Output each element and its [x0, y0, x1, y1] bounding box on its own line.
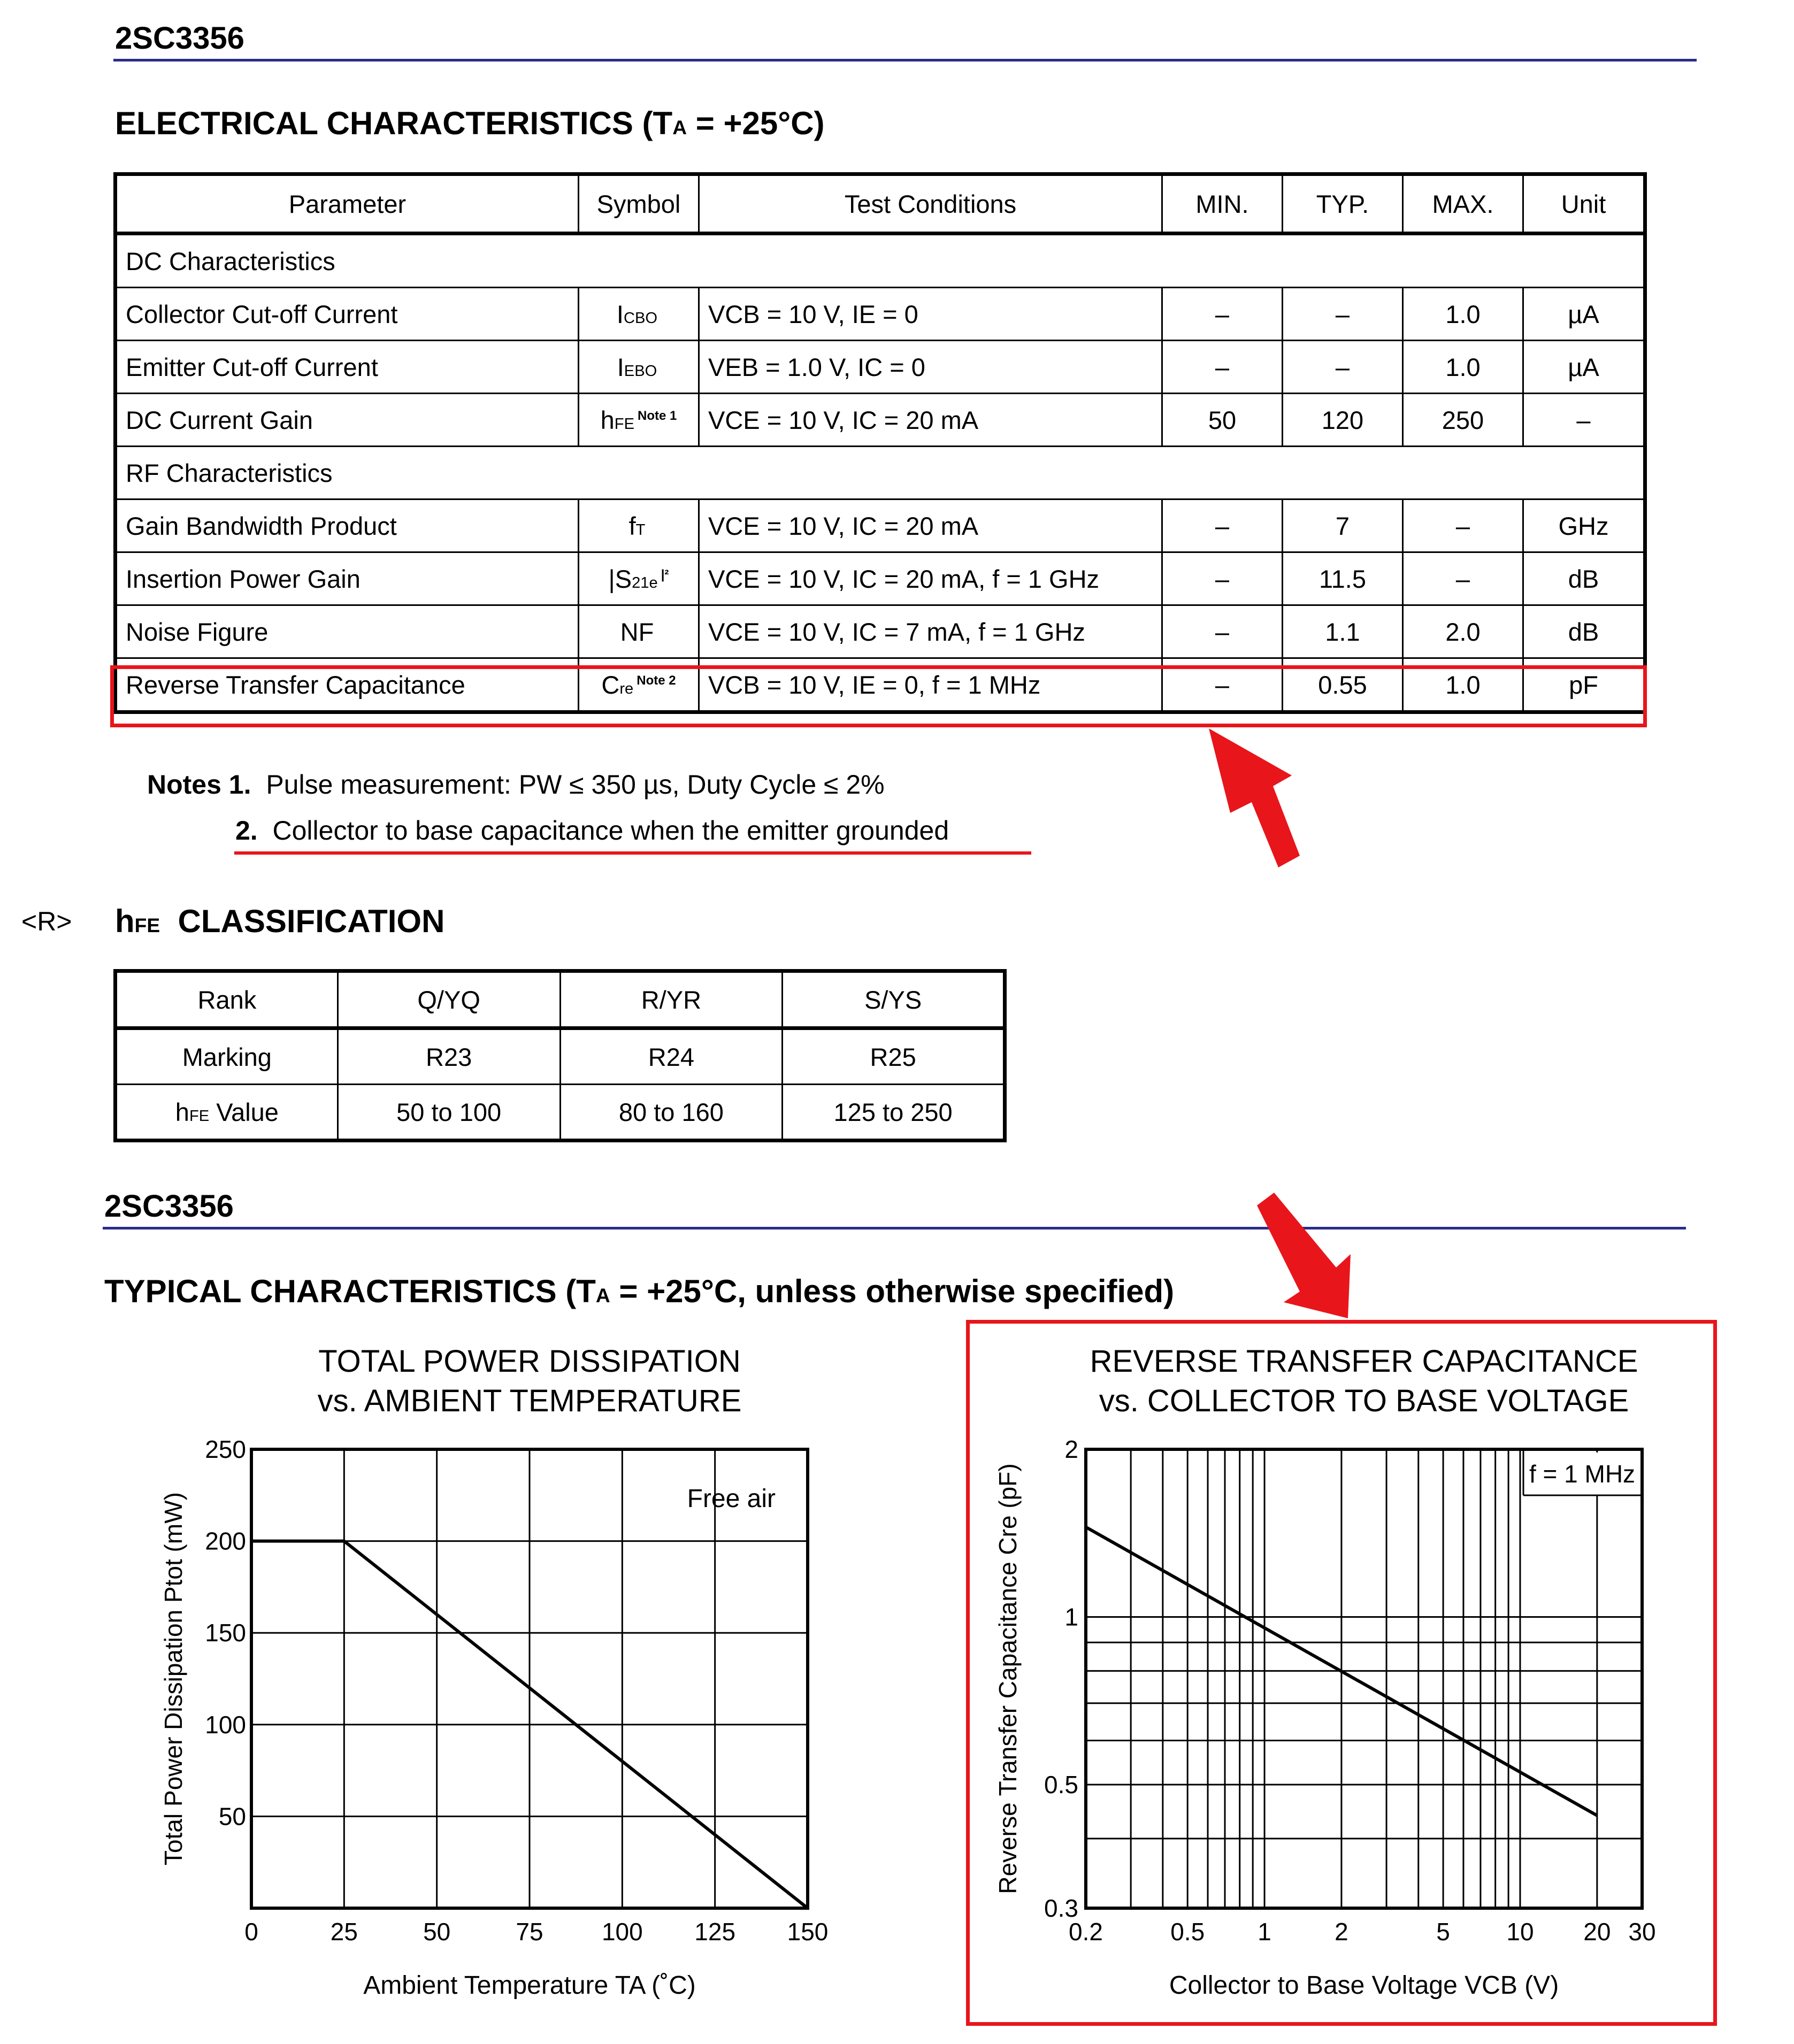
- symbol-note: Note 2: [637, 673, 676, 688]
- param-cell: Emitter Cut-off Current: [116, 341, 579, 394]
- red-arrow-to-cre-chart: [1241, 1187, 1380, 1326]
- chart2-title-line2: vs. COLLECTOR TO BASE VOLTAGE: [1099, 1384, 1629, 1418]
- max-cell: –: [1403, 552, 1523, 605]
- x-axis-label: Ambient Temperature TA (˚C): [363, 1971, 696, 2000]
- hfe-value-label: [116, 1085, 338, 1141]
- marking-r: R24: [560, 1028, 783, 1085]
- marking-label: Marking: [116, 1028, 338, 1085]
- x-tick-label: 0.2: [1069, 1918, 1103, 1946]
- x-tick-label: 100: [601, 1918, 643, 1946]
- y-tick-label: 150: [205, 1619, 246, 1647]
- rank-r: R/YR: [560, 971, 783, 1028]
- symbol-main: |S: [608, 564, 632, 593]
- max-cell: 1.0: [1403, 658, 1523, 712]
- y-tick-label: 0.3: [1044, 1894, 1078, 1922]
- x-tick-label: 20: [1583, 1918, 1611, 1946]
- electrical-characteristics-title: [115, 105, 825, 142]
- typ-cell: 11.5: [1283, 552, 1403, 605]
- x-tick-label: 50: [423, 1918, 451, 1946]
- x-tick-label: 125: [694, 1918, 736, 1946]
- symbol-note: Note 1: [638, 408, 677, 423]
- col-test-conditions: Test Conditions: [699, 174, 1162, 234]
- condition-cell: VCE = 10 V, IC = 20 mA: [699, 500, 1162, 552]
- unit-cell: dB: [1523, 552, 1645, 605]
- rf-section-label: RF Characteristics: [116, 447, 1645, 500]
- header-rule-2: [103, 1227, 1686, 1230]
- x-tick-label: 2: [1335, 1918, 1348, 1946]
- typ-cell: –: [1283, 341, 1403, 394]
- section-row-rf: [116, 447, 1645, 500]
- condition-cell: VCE = 10 V, IC = 7 mA, f = 1 GHz: [699, 605, 1162, 658]
- symbol-sub: FE: [614, 415, 634, 433]
- hfe-title-rest: CLASSIFICATION: [178, 903, 445, 939]
- symbol-cell: [579, 552, 699, 605]
- min-cell: –: [1162, 500, 1283, 552]
- y-tick-label: 1: [1064, 1603, 1078, 1631]
- max-cell: 2.0: [1403, 605, 1523, 658]
- symbol-sub: 21e: [632, 574, 658, 591]
- part-number-header: 2SC3356: [115, 21, 244, 56]
- hfe-value-q: 50 to 100: [338, 1085, 560, 1141]
- symbol-cell: [579, 341, 699, 394]
- x-tick-label: 0.5: [1170, 1918, 1205, 1946]
- table-header-row: [116, 174, 1645, 234]
- x-tick-label: 75: [516, 1918, 543, 1946]
- hfe-classification-title: [115, 903, 444, 940]
- param-cell: Insertion Power Gain: [116, 552, 579, 605]
- hfe-value-h: h: [175, 1097, 189, 1126]
- y-tick-label: 0.5: [1044, 1770, 1078, 1799]
- unit-cell: GHz: [1523, 500, 1645, 552]
- revision-mark: <R>: [21, 906, 72, 936]
- red-arrow-to-min-cell: [1177, 717, 1316, 872]
- annotation-frequency: f = 1 MHz: [1529, 1460, 1636, 1488]
- symbol-sub: T: [635, 521, 646, 539]
- rank-q: Q/YQ: [338, 971, 560, 1028]
- symbol-cell: [579, 394, 699, 447]
- y-tick-label: 50: [218, 1802, 246, 1831]
- table-row: [116, 394, 1645, 447]
- min-cell: –: [1162, 552, 1283, 605]
- symbol-sub: EBO: [624, 362, 657, 380]
- power-dissipation-chart: [144, 1423, 856, 2000]
- max-cell: 1.0: [1403, 341, 1523, 394]
- highlight-box-cre-row: [110, 665, 1647, 727]
- symbol-cell: [579, 288, 699, 341]
- param-cell: Collector Cut-off Current: [116, 288, 579, 341]
- typ-title-prefix: TYPICAL CHARACTERISTICS (T: [104, 1273, 596, 1309]
- part-number-header-2: 2SC3356: [104, 1189, 234, 1224]
- typical-characteristics-title: [104, 1273, 1174, 1310]
- title-sub: A: [672, 116, 687, 139]
- note-1-text: Pulse measurement: PW ≤ 350 µs, Duty Cycle ≤ 2%: [266, 770, 885, 800]
- symbol-sub: CBO: [623, 309, 658, 327]
- y-tick-label: 2: [1064, 1435, 1078, 1463]
- symbol-cell: [579, 605, 699, 658]
- symbol-sub: re: [619, 680, 634, 697]
- y-tick-label: 100: [205, 1710, 246, 1739]
- col-unit: Unit: [1523, 174, 1645, 234]
- param-cell: Reverse Transfer Capacitance: [116, 658, 579, 712]
- typ-cell: –: [1283, 288, 1403, 341]
- dc-section-label: DC Characteristics: [116, 234, 1645, 288]
- param-cell: Gain Bandwidth Product: [116, 500, 579, 552]
- rank-label: Rank: [116, 971, 338, 1028]
- x-axis-label: Collector to Base Voltage VCB (V): [1169, 1971, 1559, 2000]
- max-cell: –: [1403, 500, 1523, 552]
- notes-line-1: [147, 769, 885, 800]
- condition-cell: VCE = 10 V, IC = 20 mA: [699, 394, 1162, 447]
- y-tick-label: 200: [205, 1527, 246, 1555]
- symbol-main: I: [617, 352, 624, 381]
- title-suffix: = +25°C): [687, 105, 825, 141]
- symbol-main: NF: [620, 617, 654, 646]
- table-row: [116, 605, 1645, 658]
- x-tick-label: 30: [1628, 1918, 1656, 1946]
- param-cell: DC Current Gain: [116, 394, 579, 447]
- x-tick-label: 5: [1436, 1918, 1450, 1946]
- min-cell: –: [1162, 658, 1283, 712]
- min-cell: –: [1162, 341, 1283, 394]
- col-min: MIN.: [1162, 174, 1283, 234]
- header-rule: [113, 59, 1697, 62]
- symbol-cell: [579, 500, 699, 552]
- min-cell: 50: [1162, 394, 1283, 447]
- typ-cell: 7: [1283, 500, 1403, 552]
- unit-cell: µA: [1523, 288, 1645, 341]
- condition-cell: VCE = 10 V, IC = 20 mA, f = 1 GHz: [699, 552, 1162, 605]
- hfe-value-s: 125 to 250: [783, 1085, 1005, 1141]
- condition-cell: VEB = 1.0 V, IC = 0: [699, 341, 1162, 394]
- x-tick-label: 1: [1258, 1918, 1271, 1946]
- underline-note-2: [234, 851, 1031, 855]
- min-cell: –: [1162, 605, 1283, 658]
- marking-row: [116, 1028, 1005, 1085]
- notes-label: Notes 1.: [147, 770, 251, 800]
- notes-line-2: [235, 815, 949, 846]
- hfe-value-row: [116, 1085, 1005, 1141]
- x-tick-label: 0: [244, 1918, 258, 1946]
- symbol-note: |²: [661, 567, 669, 582]
- marking-s: R25: [783, 1028, 1005, 1085]
- min-cell: –: [1162, 288, 1283, 341]
- x-tick-label: 150: [787, 1918, 829, 1946]
- param-cell: Noise Figure: [116, 605, 579, 658]
- symbol-main: f: [628, 511, 636, 540]
- unit-cell: pF: [1523, 658, 1645, 712]
- chart1-title-line1: TOTAL POWER DISSIPATION: [318, 1344, 741, 1379]
- electrical-characteristics-table: [113, 172, 1647, 714]
- table-row: [116, 288, 1645, 341]
- reverse-capacitance-chart: [979, 1423, 1690, 2000]
- hfe-title-sub: FE: [134, 914, 160, 936]
- symbol-main: h: [600, 405, 615, 434]
- hfe-classification-table: [113, 969, 1007, 1142]
- max-cell: 1.0: [1403, 288, 1523, 341]
- hfe-value-rest: Value: [209, 1097, 279, 1126]
- chart1-title-line2: vs. AMBIENT TEMPERATURE: [317, 1384, 742, 1418]
- col-typ: TYP.: [1283, 174, 1403, 234]
- x-tick-label: 10: [1506, 1918, 1534, 1946]
- unit-cell: dB: [1523, 605, 1645, 658]
- rank-s: S/YS: [783, 971, 1005, 1028]
- table-row: [116, 500, 1645, 552]
- chart2-title-line1: REVERSE TRANSFER CAPACITANCE: [1090, 1344, 1638, 1379]
- title-prefix: ELECTRICAL CHARACTERISTICS (T: [115, 105, 673, 141]
- typ-title-suffix: = +25°C, unless otherwise specified): [610, 1273, 1175, 1309]
- symbol-main: I: [616, 299, 624, 328]
- typ-cell: 120: [1283, 394, 1403, 447]
- hfe-title-h: h: [115, 903, 135, 939]
- condition-cell: VCB = 10 V, IE = 0, f = 1 MHz: [699, 658, 1162, 712]
- table-row: [116, 341, 1645, 394]
- unit-cell: –: [1523, 394, 1645, 447]
- note-2-text: Collector to base capacitance when the emitter grounded: [272, 816, 949, 846]
- typ-title-sub: A: [595, 1284, 610, 1307]
- col-symbol: Symbol: [579, 174, 699, 234]
- symbol-main: C: [601, 670, 620, 699]
- note-2-number: 2.: [235, 816, 258, 846]
- hfe-value-r: 80 to 160: [560, 1085, 783, 1141]
- unit-cell: µA: [1523, 341, 1645, 394]
- col-parameter: Parameter: [116, 174, 579, 234]
- annotation-free-air: Free air: [687, 1485, 776, 1513]
- marking-q: R23: [338, 1028, 560, 1085]
- hfe-value-sub: FE: [189, 1107, 210, 1125]
- y-axis-label: Total Power Dissipation Ptot (mW): [159, 1492, 187, 1865]
- table-row: [116, 552, 1645, 605]
- typ-cell: 1.1: [1283, 605, 1403, 658]
- x-tick-label: 25: [330, 1918, 358, 1946]
- typ-cell: 0.55: [1283, 658, 1403, 712]
- y-tick-label: 250: [205, 1435, 246, 1463]
- section-row-dc: [116, 234, 1645, 288]
- max-cell: 250: [1403, 394, 1523, 447]
- rank-row: [116, 971, 1005, 1028]
- condition-cell: VCB = 10 V, IE = 0: [699, 288, 1162, 341]
- y-axis-label: Reverse Transfer Capacitance Cre (pF): [994, 1463, 1022, 1894]
- col-max: MAX.: [1403, 174, 1523, 234]
